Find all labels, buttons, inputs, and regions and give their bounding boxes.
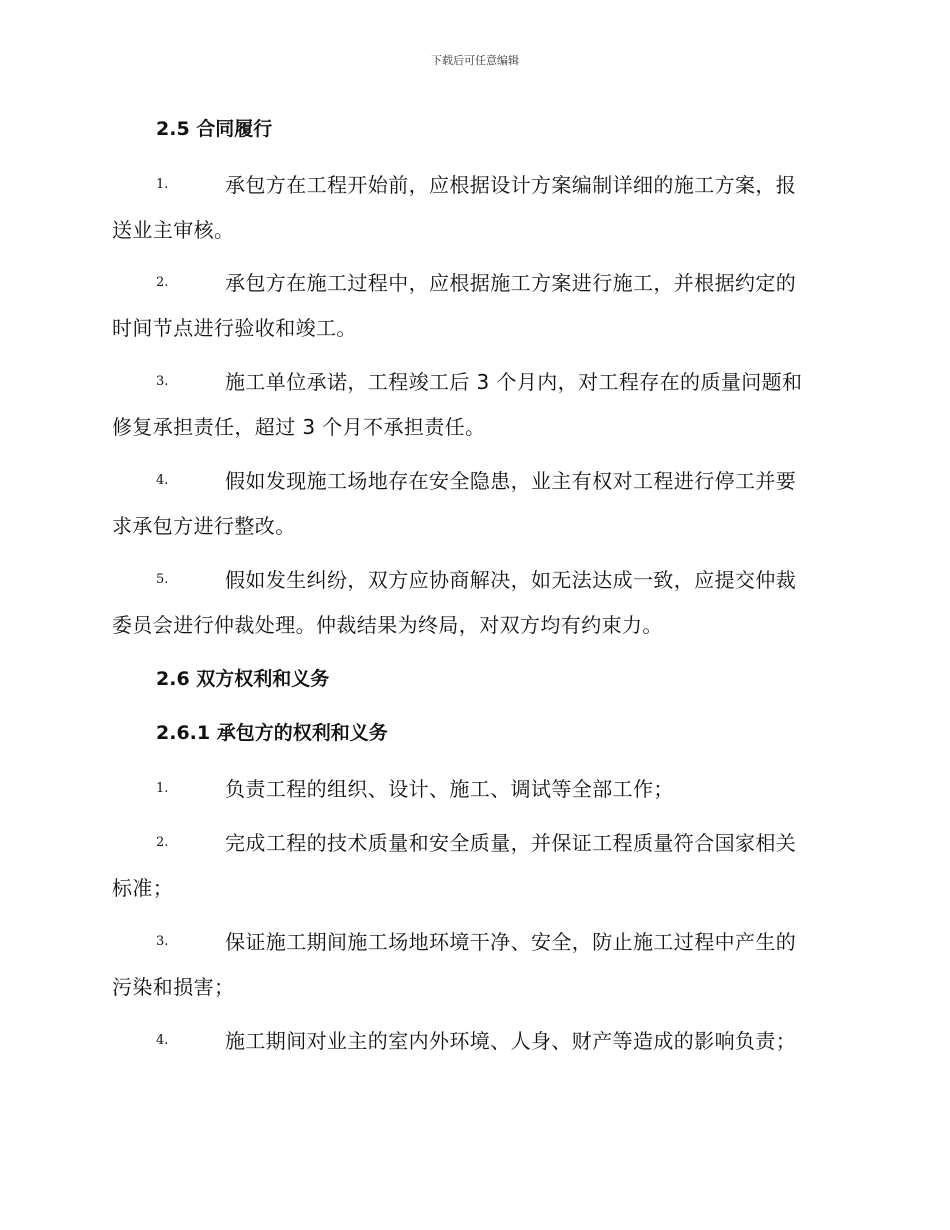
- item-text-line1: 保证施工期间施工场地环境干净、安全，防止施工过程中产生的: [225, 930, 797, 954]
- item-text-line2: 送业主审核。: [112, 218, 235, 242]
- item-text-line1: 施工单位承诺，工程竣工后 3 个月内，对工程存在的质量问题和: [225, 370, 803, 394]
- section-heading-2-6: 2.6 双方权利和义务: [156, 668, 330, 690]
- item-text-line1: 负责工程的组织、设计、施工、调试等全部工作；: [225, 777, 674, 801]
- item-number: 2.: [156, 835, 169, 850]
- item-number: 1.: [156, 781, 169, 796]
- item-number: 3.: [156, 374, 169, 389]
- item-number: 4.: [156, 1033, 169, 1048]
- item-number: 2.: [156, 275, 169, 290]
- item-text-line1: 假如发现施工场地存在安全隐患，业主有权对工程进行停工并要: [225, 469, 797, 493]
- item-text-line2: 污染和损害；: [112, 975, 235, 999]
- item-text-line1: 承包方在工程开始前，应根据设计方案编制详细的施工方案，报: [225, 173, 797, 197]
- item-text-line2: 求承包方进行整改。: [112, 514, 296, 538]
- item-number: 3.: [156, 934, 169, 949]
- item-text-line2: 修复承担责任，超过 3 个月不承担责任。: [112, 415, 486, 439]
- item-number: 1.: [156, 177, 169, 192]
- item-text-line1: 假如发生纠纷，双方应协商解决，如无法达成一致，应提交仲裁: [225, 568, 797, 592]
- section-heading-2-5: 2.5 合同履行: [156, 118, 273, 140]
- item-number: 4.: [156, 473, 169, 488]
- item-number: 5.: [156, 572, 169, 587]
- item-text-line2: 标准；: [112, 876, 174, 900]
- item-text-line2: 委员会进行仲裁处理。仲裁结果为终局，对双方均有约束力。: [112, 613, 663, 637]
- page-header: 下载后可任意编辑: [431, 54, 519, 67]
- item-text-line1: 承包方在施工过程中，应根据施工方案进行施工，并根据约定的: [225, 271, 797, 295]
- item-text-line1: 施工期间对业主的室内外环境、人身、财产等造成的影响负责；: [225, 1029, 797, 1053]
- section-heading-2-6-1: 2.6.1 承包方的权利和义务: [156, 722, 388, 744]
- item-text-line2: 时间节点进行验收和竣工。: [112, 316, 357, 340]
- item-text-line1: 完成工程的技术质量和安全质量，并保证工程质量符合国家相关: [225, 831, 797, 855]
